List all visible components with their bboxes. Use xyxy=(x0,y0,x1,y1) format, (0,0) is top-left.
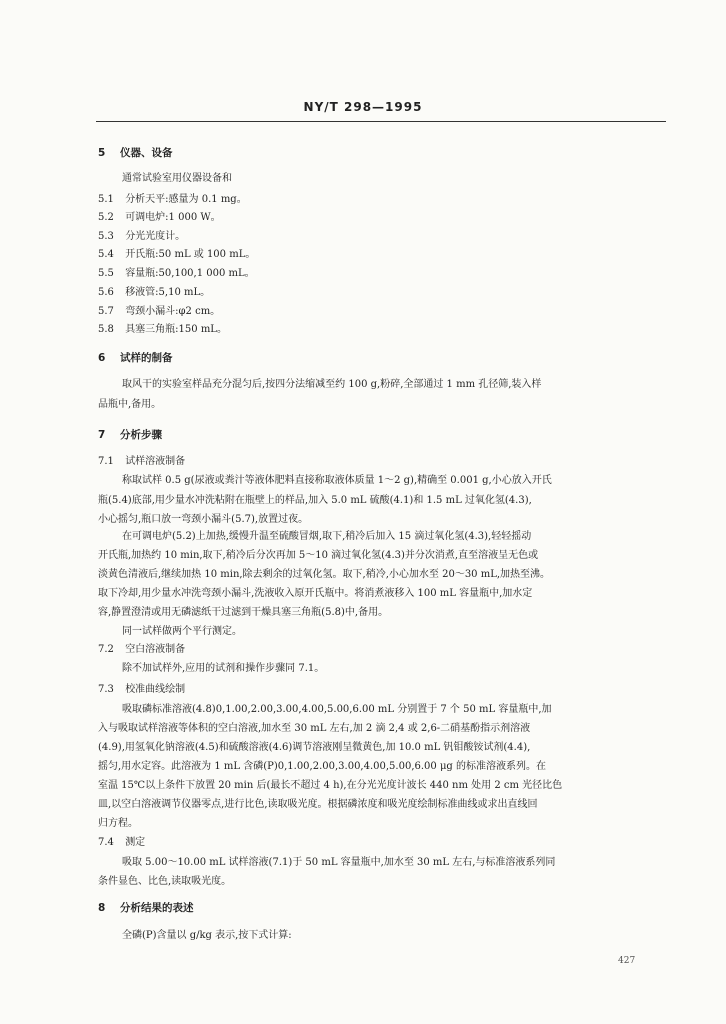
paragraph-line: 小心摇匀,瓶口放一弯颈小漏斗(5.7),放置过夜。 xyxy=(98,514,309,525)
header-divider xyxy=(96,121,666,122)
paragraph-line: 品瓶中,备用。 xyxy=(98,399,162,410)
section-5-heading xyxy=(98,146,173,160)
section-number: 7 xyxy=(98,429,106,441)
paragraph-line: 瓶(5.4)底部,用少量水冲洗粘附在瓶壁上的样品,加入 5.0 mL 硫酸(4.1)和 1.5 mL 过氧化氢(4.3), xyxy=(98,495,532,506)
section-title: 分析结果的表述 xyxy=(120,902,194,914)
paragraph-line: 取下冷却,用少量水冲洗弯颈小漏斗,洗液收入原开氏瓶中。将消煮液移入 100 mL 容量瓶中,加水定 xyxy=(98,588,533,599)
paragraph-line: 同一试样做两个平行测定。 xyxy=(122,626,242,637)
section-5-intro: 通常试验室用仪器设备和 xyxy=(122,173,232,184)
paragraph-line: 在可调电炉(5.2)上加热,缓慢升温至硫酸冒烟,取下,稍冷后加入 15 滴过氧化氢(4.3),轻轻摇动 xyxy=(122,531,532,542)
paragraph-line: 全磷(P)含量以 g/kg 表示,按下式计算: xyxy=(122,930,292,941)
paragraph-line: 开氏瓶,加热约 10 min,取下,稍冷后分次再加 5～10 滴过氧化氢(4.3)并分次消煮,直至溶液呈无色或 xyxy=(98,550,539,561)
paragraph-line: 室温 15℃以上条件下放置 20 min 后(最长不超过 4 h),在分光光度计波长 440 nm 处用 2 cm 光径比色 xyxy=(98,780,563,791)
section-title: 试样的制备 xyxy=(120,352,173,364)
list-item: 5.1 分析天平:感量为 0.1 mg。 xyxy=(98,194,247,205)
section-number: 5 xyxy=(98,147,106,159)
list-item: 5.4 开氏瓶:50 mL 或 100 mL。 xyxy=(98,249,256,260)
subsection-7-2-heading: 7.2 空白溶液制备 xyxy=(98,644,186,655)
list-item: 5.7 弯颈小漏斗:φ2 cm。 xyxy=(98,306,221,317)
section-7-heading xyxy=(98,428,162,442)
list-item: 5.3 分光光度计。 xyxy=(98,231,186,242)
paragraph-line: 称取试样 0.5 g(尿液或粪汁等液体肥料直接称取液体质量 1～2 g),精确至 0.001 g,小心放入开氏 xyxy=(122,475,552,486)
paragraph-line: 取风干的实验室样品充分混匀后,按四分法缩减至约 100 g,粉碎,全部通过 1 mm 孔径筛,装入样 xyxy=(122,379,542,390)
section-number: 6 xyxy=(98,352,106,364)
paragraph-line: 入与吸取试样溶液等体积的空白溶液,加水至 30 mL 左右,加 2 滴 2,4 或 2,6-二硝基酚指示剂溶液 xyxy=(98,723,531,734)
list-item: 5.8 具塞三角瓶:150 mL。 xyxy=(98,324,227,335)
paragraph-line: (4.9),用氢氧化钠溶液(4.5)和硫酸溶液(4.6)调节溶液刚呈微黄色,加 10.0 mL 钒钼酸铵试剂(4.4), xyxy=(98,742,531,753)
section-title: 分析步骤 xyxy=(120,429,162,441)
page-number: 427 xyxy=(618,956,636,966)
standard-code-header: NY/T 298—1995 xyxy=(303,100,423,114)
section-6-heading xyxy=(98,351,173,365)
list-item: 5.6 移液管:5,10 mL。 xyxy=(98,287,211,298)
subsection-7-4-heading: 7.4 测定 xyxy=(98,837,146,848)
section-number: 8 xyxy=(98,902,106,914)
section-8-heading xyxy=(98,901,194,915)
paragraph-line: 皿,以空白溶液调节仪器零点,进行比色,读取吸光度。根据磷浓度和吸光度绘制标准曲线或求出直线回 xyxy=(98,799,538,810)
paragraph-line: 吸取磷标准溶液(4.8)0,1.00,2.00,3.00,4.00,5.00,6.00 mL 分别置于 7 个 50 mL 容量瓶中,加 xyxy=(122,704,552,715)
paragraph-line: 摇匀,用水定容。此溶液为 1 mL 含磷(P)0,1.00,2.00,3.00,4.00,5.00,6.00 μg 的标准溶液系列。在 xyxy=(98,761,547,772)
subsection-7-3-heading: 7.3 校准曲线绘制 xyxy=(98,684,186,695)
section-title: 仪器、设备 xyxy=(120,147,173,159)
list-item: 5.5 容量瓶:50,100,1 000 mL。 xyxy=(98,268,255,279)
paragraph-line: 吸取 5.00～10.00 mL 试样溶液(7.1)于 50 mL 容量瓶中,加水至 30 mL 左右,与标准溶液系列同 xyxy=(122,857,556,868)
list-item: 5.2 可调电炉:1 000 W。 xyxy=(98,212,221,223)
paragraph-line: 容,静置澄清或用无磷滤纸干过滤到干燥具塞三角瓶(5.8)中,备用。 xyxy=(98,607,389,618)
paragraph-line: 条件显色、比色,读取吸光度。 xyxy=(98,876,232,887)
paragraph-line: 淡黄色清液后,继续加热 10 min,除去剩余的过氧化氢。取下,稍冷,小心加水至 20～30 mL,加热至沸。 xyxy=(98,569,551,580)
paragraph-line: 除不加试样外,应用的试剂和操作步骤同 7.1。 xyxy=(122,663,325,674)
subsection-7-1-heading: 7.1 试样溶液制备 xyxy=(98,456,186,467)
paragraph-line: 归方程。 xyxy=(98,818,138,829)
